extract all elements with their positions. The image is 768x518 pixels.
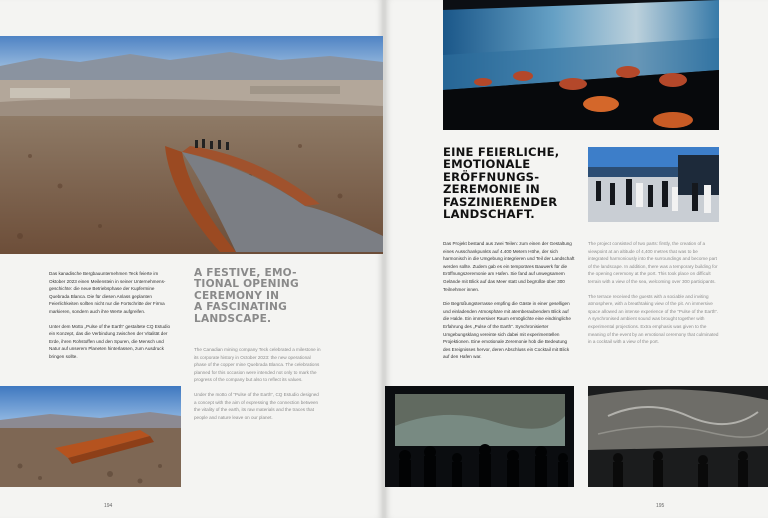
de-paragraph: Unter dem Motto „Pulse of the Earth“ gestaltete CQ Estudio ein Konzept, das die Verbindung zwischen der Vitalität der Erde, ihren Rohstoffen und den Spuren, die Mensch und Natur auf unserem Planeten hinterlassen, zum Ausdruck bringen sollte.: [49, 323, 171, 359]
mine-landscape-photo: [0, 36, 383, 254]
en-body-text: [588, 240, 719, 353]
heading-line: EMOTIONALE: [443, 157, 531, 172]
heading-line: LANDSCHAFT.: [443, 207, 535, 222]
en-paragraph: Under the motto of “Pulse of the Earth”, CQ Estudio designed a concept with the aim of expressing the connection between the vitality of the earth, its raw materials and the traces that people and nature leave on our planet.: [194, 391, 319, 420]
de-intro-text: [49, 270, 175, 368]
heading-line: ERÖFFNUNGS-: [443, 169, 540, 184]
page-number: 194: [104, 503, 113, 509]
heading-line: CEREMONY IN: [194, 289, 280, 302]
viewpoint-platform-photo: [0, 386, 181, 487]
german-heading: [443, 146, 559, 220]
right-page: [385, 0, 768, 518]
en-paragraph: The terrace received the guests with a sociable and inviting atmosphere, with a breathtaking view of the pit. An immersive space allowed an intense experience of the “Pulse of the Earth”. A synchronised ambient sound was brought together with experimental projections. Extra emphasis was given to the meaning of the event by an emotional ceremony that culminated in a cocktail with a view of the port.: [588, 293, 719, 345]
heading-line: A FESTIVE, EMO-: [194, 267, 297, 279]
de-paragraph: Das Projekt bestand aus zwei Teilen: zum einen der Gestaltung eines Ausschankpunkts auf 4.400 Metern Höhe, der sich harmonisch in die Umgebung integrieren und Teil der Landschaft werden sollte. Zudem gab es ein temporäres Bauwerk für die Eröffnungszeremonie am Hafen. Sie fand auf unwegsamem Gelände mit Blick auf das Meer statt und begrüßte über 300 Teilnehmer innen.: [443, 241, 575, 292]
heading-line: A FASCINATING: [194, 301, 288, 314]
heading-line: ZEREMONIE IN: [443, 182, 540, 197]
de-body-text: [443, 240, 575, 368]
en-intro-text: [194, 346, 322, 428]
immersive-projection-room-photo: [443, 0, 719, 130]
cocktail-projection-photo: [588, 386, 768, 487]
heading-line: FASZINIERENDER: [443, 194, 558, 209]
reception-guests-photo: [588, 147, 719, 222]
projection-audience-photo: [385, 386, 574, 487]
heading-line: LANDSCAPE.: [194, 312, 272, 325]
english-heading: [194, 268, 299, 325]
page-number: 195: [656, 503, 665, 509]
en-paragraph: The Canadian mining company Teck celebrated a milestone in its corporate history in October 2023: the new operational phase of the copper mine Quebrada Blanca. The celebrations planned for this occasion were intended not only to mark the progress of the company but also to reflect its values.: [194, 347, 321, 383]
heading-line: EINE FEIERLICHE,: [443, 145, 560, 159]
left-page: [0, 0, 383, 518]
de-paragraph: Das kanadische Bergbauunternehmen Teck feierte im Oktober 2023 einen Meilenstein in seiner Unternehmens-geschichte: die neue Betriebsphase der Kupfermine Quebrada Blanca. Die für diesen Anlass geplanten Feierlichkeiten sollten nicht nur die Fortschritte der Firma markieren, sondern auch ihre Werte aufgreifen.: [49, 271, 166, 314]
en-paragraph: The project consisted of two parts: firstly, the creation of a viewpoint at an altitude of 4,400 metres that was to be integrated harmoniously into the surroundings and become part of the landscape. In addition, there was a temporary building for the opening ceremony at the port. This took place on difficult terrain with a view of the sea, welcoming over 300 participants.: [588, 241, 718, 284]
heading-line: TIONAL OPENING: [194, 278, 299, 291]
de-paragraph: Die Begrüßungsterrasse empfing die Gäste in einer geselligen und einladenden Atmosphäre mit atemberaubendem Blick auf die Halde. Ein immersiver Raum ermöglichte eine eindringliche Erfahrung des „Pulse of the Earth“. Synchronisierter Umgebungsklang vereinte sich dabei mit experimentellen Projektionen. Eine emotionale Zeremonie hob die Bedeutung des Ereignisses hervor, deren Abschluss ein Cocktail mit Blick auf den Hafen war.: [443, 301, 571, 360]
